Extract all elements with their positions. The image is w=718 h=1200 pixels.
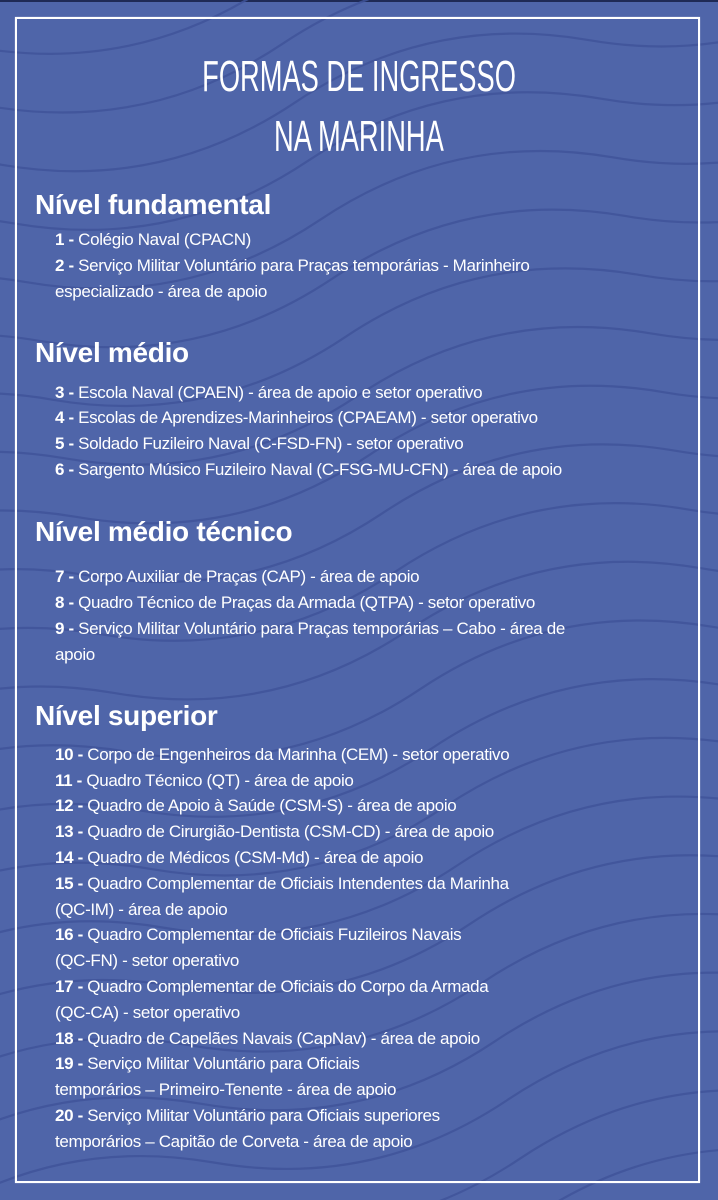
- item-text: Serviço Militar Voluntário para Oficiais: [82, 1054, 360, 1073]
- list-item-9-continuation: apoio: [55, 645, 95, 664]
- item-text: Serviço Militar Voluntário para Oficiais superiores: [82, 1106, 440, 1125]
- list-item-12: [55, 795, 456, 817]
- item-number: 18 -: [55, 1029, 83, 1048]
- list-item-18: [55, 1028, 480, 1050]
- item-text: Quadro Complementar de Oficiais Fuzileiros Navais: [82, 925, 462, 944]
- item-number: 6 -: [55, 460, 74, 479]
- page-title-line-2: NA MARINHA: [274, 112, 444, 161]
- item-text: Soldado Fuzileiro Naval (C-FSD-FN) - setor operativo: [73, 434, 464, 453]
- item-number: 9 -: [55, 619, 74, 638]
- list-item-17-continuation: (QC-CA) - setor operativo: [55, 1003, 240, 1022]
- section-heading-superior: Nível superior: [35, 700, 218, 731]
- item-text: Corpo de Engenheiros da Marinha (CEM) - setor operativo: [82, 745, 510, 764]
- item-number: 19 -: [55, 1054, 83, 1073]
- page-title-line-1: FORMAS DE INGRESSO: [202, 52, 516, 101]
- list-item-2-continuation: especializado - área de apoio: [55, 282, 267, 301]
- item-text: Escola Naval (CPAEN) - área de apoio e setor operativo: [73, 383, 483, 402]
- item-text: Escolas de Aprendizes-Marinheiros (CPAEAM) - setor operativo: [73, 408, 538, 427]
- list-item-15: [55, 873, 509, 895]
- item-number: 1 -: [55, 230, 74, 249]
- item-number: 11 -: [55, 771, 82, 790]
- item-text: Quadro Complementar de Oficiais Intendentes da Marinha: [82, 874, 509, 893]
- list-item-1: [55, 229, 251, 251]
- item-text: Quadro Complementar de Oficiais do Corpo da Armada: [82, 977, 489, 996]
- item-number: 10 -: [55, 745, 83, 764]
- list-item-8: [55, 592, 535, 614]
- item-text: Serviço Militar Voluntário para Praças temporárias – Cabo - área de: [73, 619, 565, 638]
- item-text: Quadro de Médicos (CSM-Md) - área de apoio: [82, 848, 424, 867]
- item-text: Quadro de Cirurgião-Dentista (CSM-CD) - área de apoio: [82, 822, 494, 841]
- item-text: Corpo Auxiliar de Praças (CAP) - área de apoio: [73, 567, 420, 586]
- item-text: Quadro de Apoio à Saúde (CSM-S) - área de apoio: [82, 796, 457, 815]
- item-text: Quadro de Capelães Navais (CapNav) - área de apoio: [82, 1029, 480, 1048]
- item-number: 17 -: [55, 977, 83, 996]
- list-item-13: [55, 821, 494, 843]
- list-item-5: [55, 433, 463, 455]
- list-item-10: [55, 744, 509, 766]
- item-number: 16 -: [55, 925, 83, 944]
- section-heading-fundamental: Nível fundamental: [35, 189, 272, 220]
- item-number: 20 -: [55, 1106, 83, 1125]
- item-number: 5 -: [55, 434, 74, 453]
- list-item-16: [55, 924, 461, 946]
- list-item-16-continuation: (QC-FN) - setor operativo: [55, 951, 239, 970]
- item-number: 15 -: [55, 874, 83, 893]
- item-text: Serviço Militar Voluntário para Praças temporárias - Marinheiro: [73, 256, 530, 275]
- list-item-4: [55, 407, 538, 429]
- item-number: 13 -: [55, 822, 83, 841]
- section-heading-medio-tecnico: Nível médio técnico: [35, 516, 293, 547]
- item-number: 14 -: [55, 848, 83, 867]
- list-item-19: [55, 1053, 360, 1075]
- item-number: 8 -: [55, 593, 74, 612]
- item-text: Colégio Naval (CPACN): [73, 230, 251, 249]
- item-text: Quadro Técnico de Praças da Armada (QTPA) - setor operativo: [73, 593, 535, 612]
- list-item-19-continuation: temporários – Primeiro-Tenente - área de apoio: [55, 1080, 397, 1099]
- list-item-9: [55, 618, 565, 640]
- list-item-2: [55, 255, 529, 277]
- list-item-20-continuation: temporários – Capitão de Corveta - área de apoio: [55, 1132, 413, 1151]
- list-item-17: [55, 976, 488, 998]
- section-heading-medio: Nível médio: [35, 337, 189, 368]
- list-item-15-continuation: (QC-IM) - área de apoio: [55, 900, 228, 919]
- list-item-3: [55, 382, 482, 404]
- list-item-11: [55, 770, 353, 792]
- item-number: 4 -: [55, 408, 74, 427]
- list-item-6: [55, 459, 562, 481]
- item-number: 12 -: [55, 796, 83, 815]
- list-item-7: [55, 566, 419, 588]
- list-item-20: [55, 1105, 440, 1127]
- item-text: Sargento Músico Fuzileiro Naval (C-FSG-MU-CFN) - área de apoio: [73, 460, 562, 479]
- item-number: 3 -: [55, 383, 74, 402]
- item-text: Quadro Técnico (QT) - área de apoio: [81, 771, 354, 790]
- list-item-14: [55, 847, 423, 869]
- item-number: 2 -: [55, 256, 74, 275]
- item-number: 7 -: [55, 567, 74, 586]
